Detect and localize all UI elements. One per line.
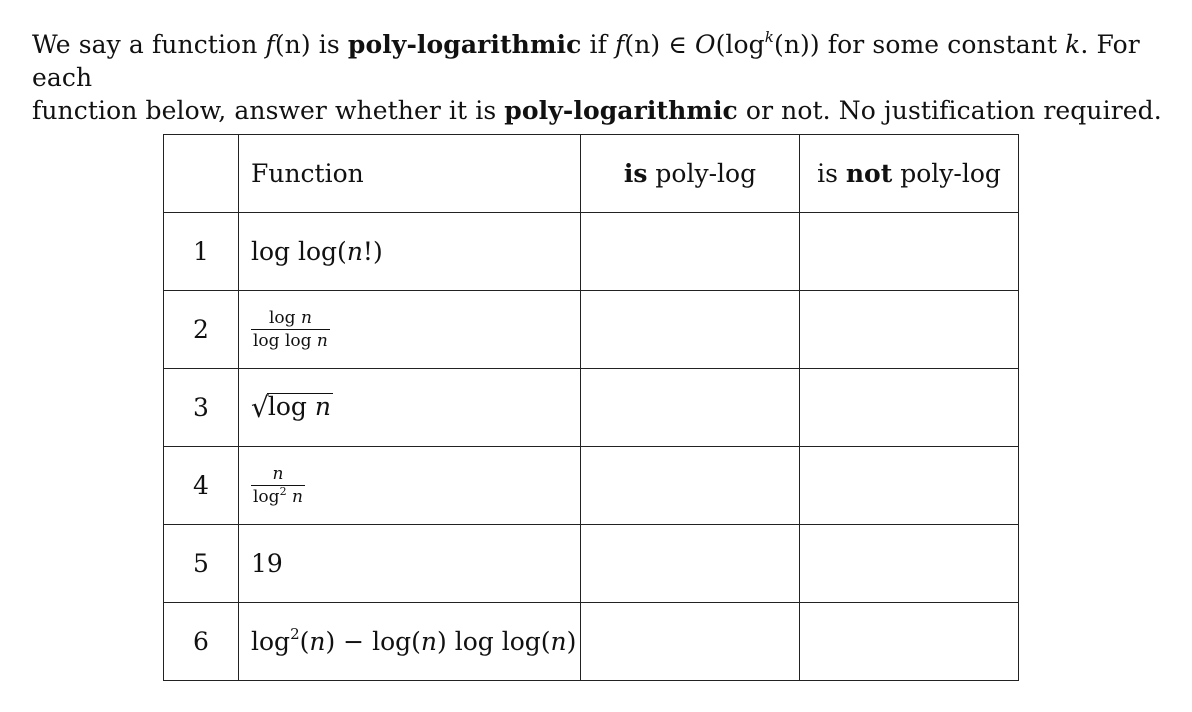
row-number: 5: [164, 525, 239, 603]
answer-table: [163, 134, 1019, 681]
math-text: log: [268, 308, 301, 328]
math-var: n: [309, 627, 326, 656]
answer-cell-is-polylog[interactable]: [581, 213, 800, 291]
math-text: ): [566, 627, 577, 656]
header-is-not-polylog: [800, 135, 1019, 213]
answer-cell-is-not-polylog[interactable]: [800, 603, 1019, 681]
row-number: 6: [164, 603, 239, 681]
table-row: [164, 525, 1019, 603]
text: . For each: [32, 30, 1140, 92]
math-text: ) − log(: [325, 627, 421, 656]
table-row: [164, 447, 1019, 525]
math-var: n: [346, 237, 363, 266]
radical-icon: √: [251, 391, 269, 424]
fraction: [251, 464, 305, 507]
math-var: f: [265, 30, 275, 59]
math-text: (n)): [773, 30, 820, 59]
math-text: log: [251, 627, 291, 656]
function-expression: 19: [239, 525, 581, 603]
function-expression: [239, 291, 581, 369]
statement-line-1: [32, 28, 1162, 94]
fraction-denominator: [251, 486, 305, 507]
header-is-bold: is: [623, 159, 648, 188]
radicand: [267, 393, 333, 420]
header-row: [164, 135, 1019, 213]
answer-cell-is-not-polylog[interactable]: [800, 447, 1019, 525]
math-text: (: [299, 627, 310, 656]
text: for some constant: [819, 30, 1066, 59]
text: or not. No justification required.: [737, 96, 1162, 125]
term-poly-logarithmic: poly-logarithmic: [347, 30, 582, 59]
math-text: ) log log(: [437, 627, 551, 656]
text: if: [581, 30, 615, 59]
row-number: 4: [164, 447, 239, 525]
math-var: n: [314, 392, 331, 421]
function-expression: [239, 603, 581, 681]
statement-line-2: [32, 94, 1162, 127]
answer-cell-is-not-polylog[interactable]: [800, 525, 1019, 603]
row-number: 1: [164, 213, 239, 291]
table-row: [164, 369, 1019, 447]
square-root: [251, 391, 333, 424]
fraction-denominator: [251, 330, 330, 351]
answer-cell-is-polylog[interactable]: [581, 525, 800, 603]
header-is-polylog: [581, 135, 800, 213]
header-text: poly-log: [647, 159, 757, 188]
function-expression: [239, 447, 581, 525]
math-text: log: [267, 392, 315, 421]
text: function below, answer whether it is: [32, 96, 505, 125]
answer-cell-is-not-polylog[interactable]: [800, 213, 1019, 291]
exponent: 2: [279, 485, 287, 498]
math-text: (n): [274, 30, 311, 59]
function-expression: [239, 213, 581, 291]
math-var: n: [550, 627, 567, 656]
answer-cell-is-polylog[interactable]: [581, 291, 800, 369]
answer-cell-is-not-polylog[interactable]: [800, 291, 1019, 369]
exponent-k: k: [764, 28, 774, 46]
function-expression: [239, 369, 581, 447]
problem-statement: [32, 28, 1162, 127]
math-text: (log: [715, 30, 765, 59]
fraction: [251, 308, 330, 351]
text: is: [310, 30, 348, 59]
math-text: log: [253, 487, 280, 507]
row-number: 3: [164, 369, 239, 447]
text: We say a function: [32, 30, 266, 59]
math-text: !): [362, 237, 383, 266]
header-not-bold: not: [845, 159, 893, 188]
math-var: n: [316, 331, 328, 351]
math-text: (n) ∈: [624, 30, 695, 59]
math-text: log log: [253, 331, 317, 351]
table-row: [164, 291, 1019, 369]
math-var: n: [272, 464, 284, 484]
math-var: n: [286, 487, 303, 507]
big-o: O: [694, 30, 716, 59]
answer-cell-is-polylog[interactable]: [581, 447, 800, 525]
header-num-cell: [164, 135, 239, 213]
row-number: 2: [164, 291, 239, 369]
table-row: [164, 213, 1019, 291]
exponent: 2: [290, 625, 300, 643]
term-poly-logarithmic: poly-logarithmic: [504, 96, 738, 125]
math-var: k: [1065, 30, 1081, 59]
answer-cell-is-polylog[interactable]: [581, 369, 800, 447]
answer-cell-is-not-polylog[interactable]: [800, 369, 1019, 447]
fraction-numerator: [251, 308, 330, 330]
math-var: n: [420, 627, 437, 656]
fraction-numerator: [251, 464, 305, 486]
table-row: [164, 603, 1019, 681]
header-function: Function: [239, 135, 581, 213]
header-text: poly-log: [892, 159, 1001, 188]
math-text: log log(: [251, 237, 347, 266]
answer-cell-is-polylog[interactable]: [581, 603, 800, 681]
header-text: is: [817, 159, 846, 188]
math-var: f: [614, 30, 625, 59]
math-var: n: [300, 308, 312, 328]
